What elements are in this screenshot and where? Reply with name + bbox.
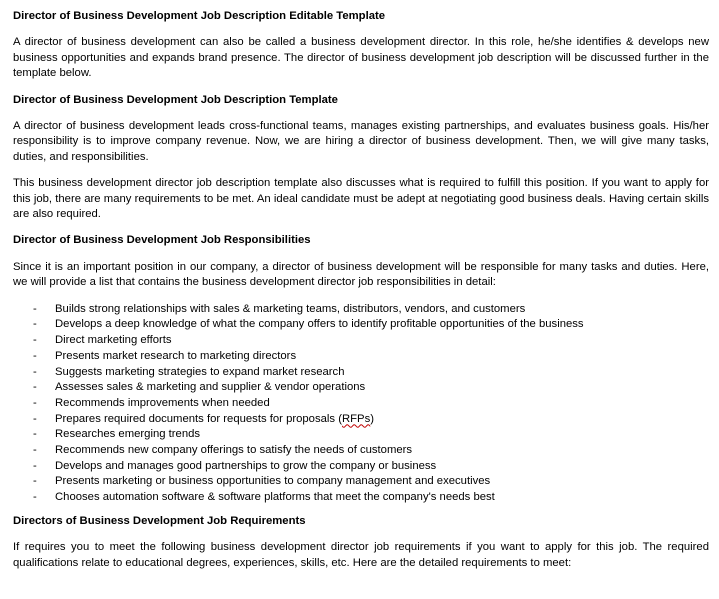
list-item	[13, 317, 709, 333]
list-dash: -	[33, 381, 37, 394]
list-item	[13, 302, 709, 318]
list-item	[13, 443, 709, 459]
list-dash: -	[33, 349, 37, 362]
section-heading-requirements: Directors of Business Development Job Requirements	[13, 514, 306, 527]
list-item-text: Researches emerging trends	[55, 428, 201, 441]
list-item-text: Recommends new company offerings to satisfy the needs of customers	[55, 444, 413, 457]
responsibilities-list	[13, 302, 709, 506]
description-paragraph-2: This business development director job description template also discusses what is required to fulfill this position. If you want to apply for this job, there are many requirements to be met. An ideal candidate must be adept at negotiating good business deals. Having certain skills are also required.	[13, 177, 709, 221]
list-dash: -	[33, 428, 37, 441]
intro-paragraph: A director of business development can also be called a business development director. In this role, he/she identifies & develops new business opportunities and expands brand presence. The director of business development job description will be discussed further in the template below.	[13, 36, 709, 80]
list-item	[13, 459, 709, 475]
list-dash: -	[33, 444, 37, 457]
list-item-text: Develops and manages good partnerships to grow the company or business	[55, 459, 437, 472]
spellcheck-underline: RFPs	[341, 412, 371, 425]
list-item	[13, 349, 709, 365]
list-dash: -	[33, 302, 37, 315]
list-item	[13, 474, 709, 490]
list-dash: -	[33, 396, 37, 409]
list-dash: -	[33, 491, 37, 504]
list-item	[13, 365, 709, 381]
list-item-text: Assesses sales & marketing and supplier & vendor operations	[55, 381, 366, 394]
list-item-text: Builds strong relationships with sales & marketing teams, distributors, vendors, and customers	[55, 302, 526, 315]
list-item	[13, 490, 709, 506]
list-item-text: Presents marketing or business opportunities to company management and executives	[55, 475, 491, 488]
list-item-text: Develops a deep knowledge of what the company offers to identify profitable opportunities of the business	[55, 318, 584, 331]
description-paragraph-1: A director of business development leads cross-functional teams, manages existing partnerships, and evaluates business goals. His/her responsibility is to improve company revenue. Now, we are hiring a director of business development. Then, we will give many tasks, duties, and responsibilities.	[13, 120, 709, 163]
list-dash: -	[33, 459, 37, 472]
list-item	[13, 380, 709, 396]
list-item	[13, 333, 709, 349]
list-dash: -	[33, 475, 37, 488]
section-heading-responsibilities: Director of Business Development Job Responsibilities	[13, 234, 311, 247]
list-item	[13, 412, 709, 428]
requirements-intro-paragraph: If requires you to meet the following business development director job requirements if you want to apply for this job. The required qualifications relate to educational degrees, experiences, skills, etc. Here are the detailed requirements to meet:	[13, 541, 709, 569]
list-dash: -	[33, 334, 37, 347]
list-item-text: Recommends improvements when needed	[55, 396, 270, 409]
list-dash: -	[33, 412, 37, 425]
list-item	[13, 427, 709, 443]
list-item-text: Chooses automation software & software platforms that meet the company's needs best	[55, 491, 495, 504]
list-item-text: Direct marketing efforts	[55, 334, 172, 347]
list-dash: -	[33, 318, 37, 331]
list-item-text: Suggests marketing strategies to expand market research	[55, 365, 345, 378]
list-item-text: Presents market research to marketing directors	[55, 349, 297, 362]
section-heading-description-template: Director of Business Development Job Description Template	[13, 93, 338, 106]
section-heading-editable-template: Director of Business Development Job Description Editable Template	[13, 10, 386, 22]
list-dash: -	[33, 365, 37, 378]
list-item	[13, 396, 709, 412]
responsibilities-intro-paragraph: Since it is an important position in our company, a director of business development will be responsible for many tasks and duties. Here, we will provide a list that contains the business development director job responsibilities in detail:	[13, 260, 709, 289]
list-item-text-rfps: Prepares required documents for requests for proposals (RFPs)	[55, 412, 374, 425]
